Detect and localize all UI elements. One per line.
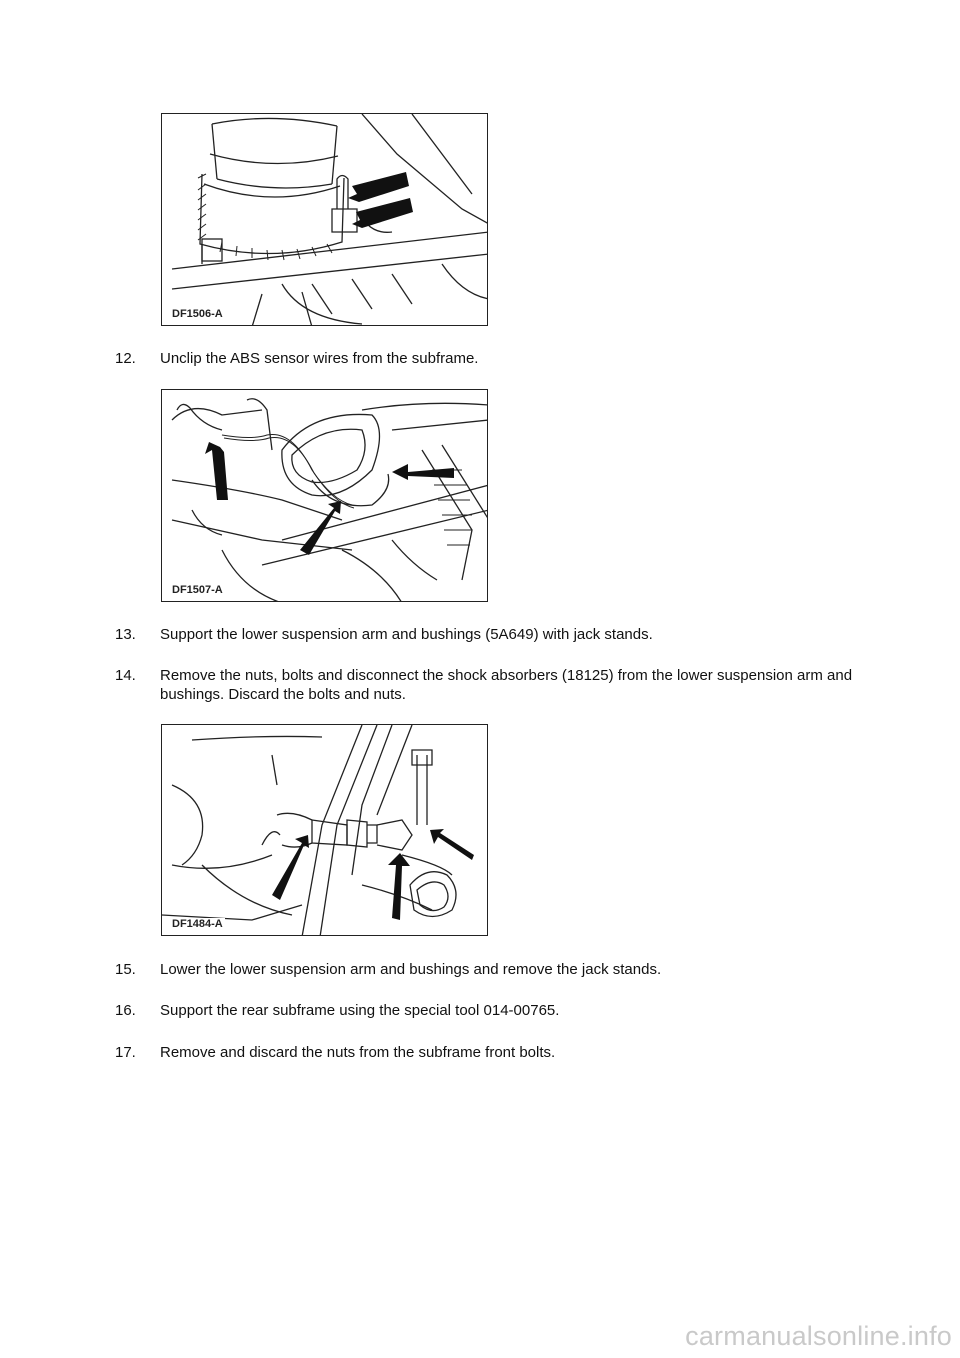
step-text: Remove and discard the nuts from the subframe front bolts. [160,1044,556,1061]
step-text: Support the rear subframe using the special tool 014-00765. [160,1002,560,1019]
watermark: carmanualsonline.info [685,1321,952,1351]
step-text: Unclip the ABS sensor wires from the subframe. [160,350,479,367]
step-text: Remove the nuts, bolts and disconnect the shock absorbers (18125) from the lower suspension arm and bushings. Discard the bolts and nuts. [160,667,853,703]
step-text: Lower the lower suspension arm and bushings and remove the jack stands. [160,961,662,978]
abs-wires-illustration [162,390,488,602]
step-16 [115,1001,855,1020]
shock-absorber-illustration [162,725,488,936]
step-12 [115,349,855,368]
step-text: Support the lower suspension arm and bushings (5A649) with jack stands. [160,626,653,643]
step-14 [115,666,855,704]
figure-abs-sensor [161,113,488,326]
figure-label: DF1506-A [172,308,223,320]
step-15 [115,960,855,979]
step-number: 13. [115,626,136,643]
figure-label: DF1507-A [172,584,223,596]
figure-label: DF1484-A [172,918,223,930]
abs-sensor-illustration [162,114,488,326]
figure-shock-absorber [161,724,488,936]
step-number: 17. [115,1044,136,1061]
step-13 [115,625,855,644]
step-number: 16. [115,1002,136,1019]
step-number: 15. [115,961,136,978]
step-17 [115,1043,855,1062]
step-number: 12. [115,350,136,367]
figure-abs-wires [161,389,488,602]
step-number: 14. [115,667,136,684]
